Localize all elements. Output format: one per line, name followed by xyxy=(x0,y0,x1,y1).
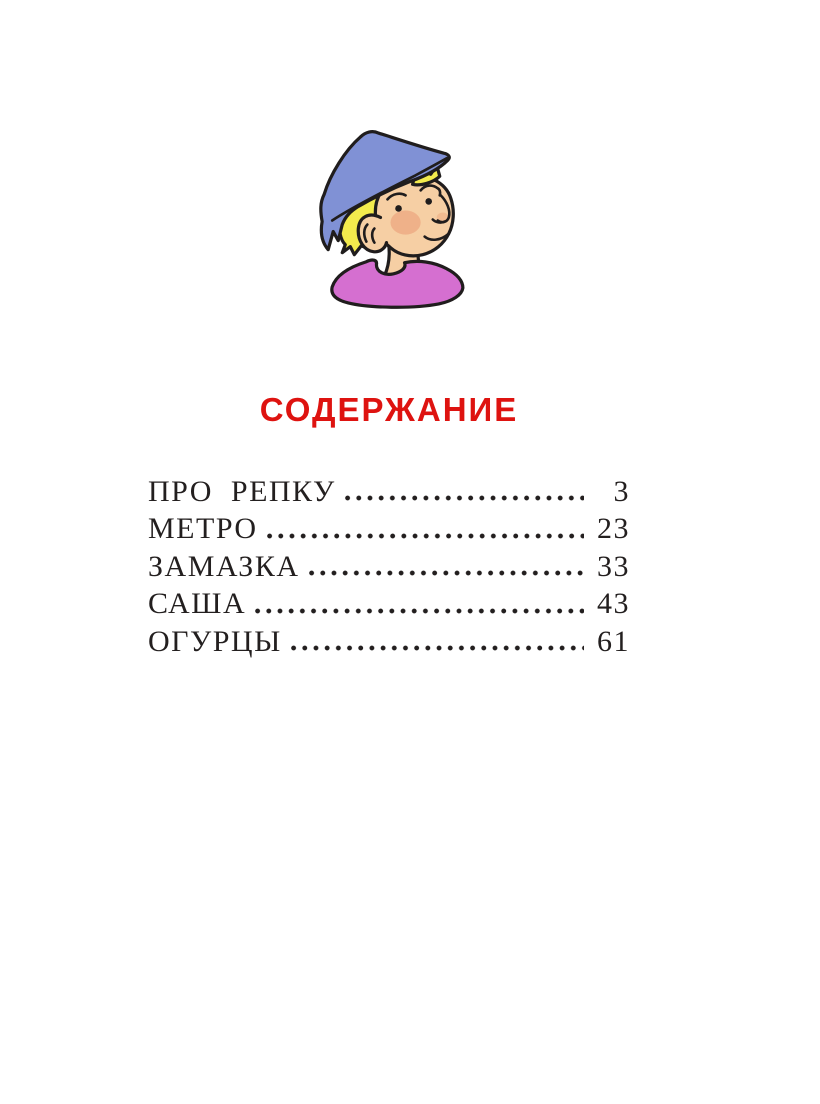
toc-entry xyxy=(148,548,630,585)
toc-entry-page: 33 xyxy=(597,549,630,583)
toc-entry-title: ЗАМАЗКА xyxy=(148,549,300,583)
toc-entry-title: ПРО РЕПКУ xyxy=(148,475,336,508)
toc-entry xyxy=(148,510,630,547)
toc-entry-page: 3 xyxy=(613,475,630,508)
boy-in-blue-hat-illustration xyxy=(300,124,481,313)
toc-entry xyxy=(148,473,630,510)
contents-heading: СОДЕРЖАНИЕ xyxy=(259,391,519,428)
toc-entry xyxy=(148,585,630,622)
left-eye xyxy=(395,205,402,212)
toc-dot-leader xyxy=(291,645,584,651)
toc-dot-leader xyxy=(309,570,585,576)
table-of-contents xyxy=(148,473,630,660)
toc-entry-title: МЕТРО xyxy=(148,512,258,546)
toc-dot-leader xyxy=(267,533,584,539)
right-eye xyxy=(425,198,432,205)
toc-entry-page: 61 xyxy=(597,624,630,658)
toc-dot-leader xyxy=(255,608,584,614)
toc-entry-title: ОГУРЦЫ xyxy=(148,624,282,658)
toc-entry xyxy=(148,623,630,660)
toc-entry-title: САША xyxy=(148,587,247,621)
toc-dot-leader xyxy=(345,495,584,501)
toc-entry-page: 23 xyxy=(597,512,630,546)
cheek-blush xyxy=(391,210,421,234)
toc-entry-page: 43 xyxy=(597,587,630,621)
